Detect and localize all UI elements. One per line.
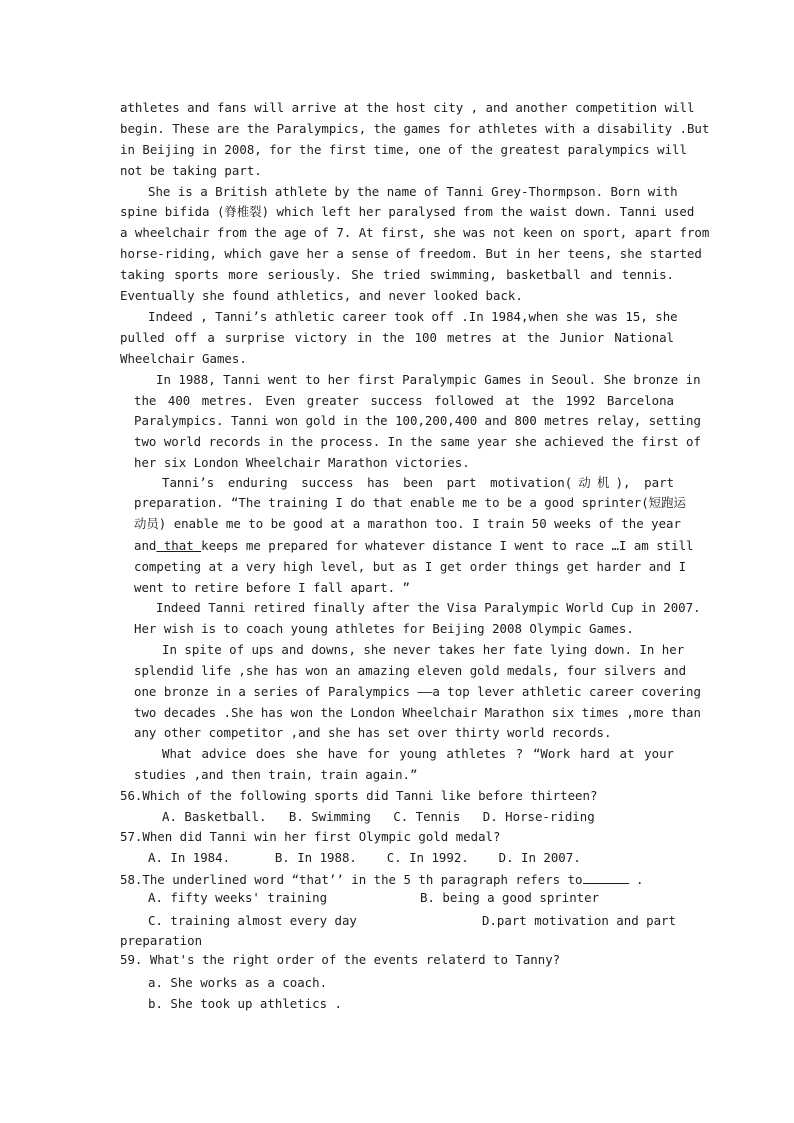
passage-line: one bronze in a series of Paralympics ——a top lever athletic career covering [134,684,701,699]
question-58-option-d-cont: preparation [120,933,203,948]
passage-line: two world records in the process. In the same year she achieved the first of [134,434,701,449]
passage-line: competing at a very high level, but as I get order things get harder and I [134,559,687,574]
passage-line: Indeed Tanni retired finally after the Visa Paralympic World Cup in 2007. [156,600,701,615]
passage-line: taking sports more seriously. She tried swimming, basketball and tennis. [120,267,674,282]
question-58-stem [120,871,643,887]
passage-line: Paralympics. Tanni won gold in the 100,200,400 and 800 metres relay, setting [134,413,701,428]
question-59-item: a. She works as a coach. [148,975,328,990]
question-59-stem: 59. What's the right order of the events relaterd to Tanny? [120,952,561,967]
passage-line: the 400 metres. Even greater success followed at the 1992 Barcelona [134,393,674,408]
passage-line: in Beijing in 2008, for the first time, one of the greatest paralympics will [120,142,687,157]
passage-line: her six London Wheelchair Marathon victories. [134,455,470,470]
passage-line: spine bifida (脊椎裂) which left her paralysed from the waist down. Tanni used [120,204,695,219]
passage-line: begin. These are the Paralympics, the games for athletes with a disability .But [120,121,710,136]
passage-line: Her wish is to coach young athletes for Beijing 2008 Olympic Games. [134,621,634,636]
passage-line: went to retire before I fall apart. ” [134,580,411,595]
passage-line: a wheelchair from the age of 7. At first, she was not keen on sport, apart from [120,225,710,240]
question-58-end: . [628,872,644,887]
passage-line: pulled off a surprise victory in the 100 metres at the Junior National [120,330,674,345]
passage-line: Tanni’s enduring success has been part motivation(动机), part [162,475,674,490]
passage-line: horse-riding, which gave her a sense of freedom. But in her teens, she started [120,246,702,261]
question-58-option-b: B. being a good sprinter [420,890,600,905]
question-58-option-c: C. training almost every day [148,913,357,928]
passage-line: Indeed , Tanni’s athletic career took off .In 1984,when she was 15, she [148,309,678,324]
question-57-stem: 57.When did Tanni win her first Olympic gold medal? [120,829,501,844]
question-58-option-a: A. fifty weeks' training [148,890,328,905]
question-59-item: b. She took up athletics . [148,996,342,1011]
passage-line: 动员) enable me to be good at a marathon too. I train 50 weeks of the year [134,516,681,531]
passage-word: and [134,538,157,553]
passage-line: splendid life ,she has won an amazing eleven gold medals, four silvers and [134,663,687,678]
passage-line: Eventually she found athletics, and never looked back. [120,288,523,303]
question-58-option-d: D.part motivation and part [482,913,676,928]
passage-line: Wheelchair Games. [120,351,247,366]
answer-blank [583,871,629,884]
passage-line: athletes and fans will arrive at the host city , and another competition will [120,100,695,115]
passage-line: In spite of ups and downs, she never takes her fate lying down. In her [162,642,685,657]
question-56-options: A. Basketball. B. Swimming C. Tennis D. Horse-riding [162,809,595,824]
passage-line: any other competitor ,and she has set over thirty world records. [134,725,612,740]
underlined-word-that: that [156,538,202,553]
question-56-stem: 56.Which of the following sports did Tanni like before thirteen? [120,788,598,803]
passage-line: In 1988, Tanni went to her first Paralympic Games in Seoul. She bronze in [156,372,701,387]
passage-line: preparation. “The training I do that enable me to be a good sprinter(短跑运 [134,495,686,510]
question-58-text: 58.The underlined word “that’’ in the 5 th paragraph refers to [120,872,583,887]
passage-line-underlined [134,538,694,554]
passage-line: two decades .She has won the London Wheelchair Marathon six times ,more than [134,705,701,720]
passage-text: keeps me prepared for whatever distance I went to race …I am still [201,538,694,553]
passage-line: What advice does she have for young athletes ? “Work hard at your [162,746,674,761]
passage-line: not be taking part. [120,163,262,178]
question-57-options: A. In 1984. B. In 1988. C. In 1992. D. In 2007. [148,850,581,865]
passage-line: studies ,and then train, train again.” [134,767,418,782]
passage-line: She is a British athlete by the name of Tanni Grey-Thormpson. Born with [148,184,678,199]
